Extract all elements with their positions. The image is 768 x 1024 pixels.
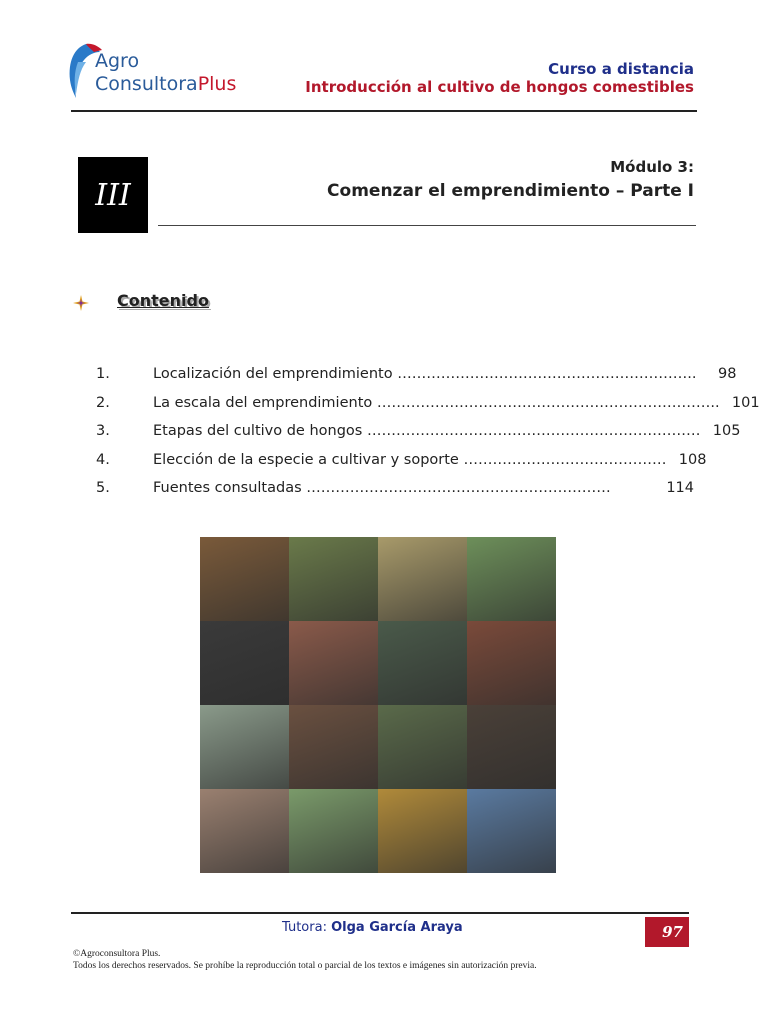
footer-divider	[71, 912, 689, 914]
tutor-name: Olga García Araya	[331, 920, 463, 935]
toc-item-page: 98	[717, 366, 737, 382]
course-title: Curso a distancia	[548, 60, 694, 78]
toc-item-page: 101	[731, 394, 760, 411]
button-mushrooms-photo	[467, 705, 556, 789]
tutor-credit	[282, 920, 463, 935]
forest-trees-photo	[200, 705, 289, 789]
mushroom-shelves-photo	[200, 537, 289, 621]
toc-item[interactable]	[96, 480, 694, 509]
module-roman-badge: III	[78, 157, 148, 233]
logo-text-consultora-main: Consultora	[95, 73, 198, 95]
farm-building-photo	[467, 537, 556, 621]
header-divider	[71, 110, 697, 112]
module-title: Comenzar el emprendimiento – Parte I	[327, 181, 694, 201]
star-bullet-icon	[72, 294, 90, 312]
toc-item-title: Fuentes consultadas ………………………………………………………	[153, 480, 611, 496]
page-number-badge: 97	[645, 917, 689, 947]
copyright-notice: Todos los derechos reservados. Se prohíbe la reproducción total o parcial de los textos e imágenes sin autorización previa.	[73, 961, 537, 971]
toc-item-title: La escala del emprendimiento ……………………………………………………………..	[153, 394, 720, 411]
module-divider	[158, 225, 696, 226]
toc-item[interactable]	[96, 451, 707, 481]
wood-logs-photo	[467, 621, 556, 705]
substrate-bags-photo	[289, 621, 378, 705]
people-field-photo	[289, 537, 378, 621]
logo-text-consultora	[95, 73, 236, 95]
table-of-contents	[96, 366, 760, 509]
toc-item-number: 3.	[96, 423, 110, 439]
greenhouse-photo	[378, 621, 467, 705]
toc-item-number: 5.	[96, 480, 110, 496]
toc-item-number: 1.	[96, 366, 110, 382]
rural-building-photo	[467, 789, 556, 873]
tutor-label: Tutora:	[282, 920, 327, 935]
toc-item-page: 108	[678, 451, 707, 468]
shelf-racks-photo	[200, 789, 289, 873]
copyright-owner: ©Agroconsultora Plus.	[73, 949, 161, 959]
wild-mushroom-photo	[378, 705, 467, 789]
toc-item[interactable]	[96, 423, 741, 452]
toc-item-page: 105	[712, 423, 741, 439]
shiitake-photo	[289, 705, 378, 789]
toc-item-page: 114	[666, 480, 694, 496]
mushroom-photo-collage	[200, 537, 556, 873]
toc-item[interactable]	[96, 366, 737, 395]
toc-item[interactable]	[96, 394, 760, 424]
toc-item-title: Elección de la especie a cultivar y soporte ……………………………………	[153, 451, 667, 468]
toc-item-title: Localización del emprendimiento ……………………………………………………..	[153, 366, 697, 382]
toc-item-title: Etapas del cultivo de hongos ……………………………………………………………	[153, 423, 701, 439]
toc-item-number: 4.	[96, 451, 110, 468]
white-mushrooms-photo	[200, 621, 289, 705]
logo-text-agro: Agro	[95, 50, 140, 72]
mushroom-bag-photo	[378, 537, 467, 621]
dried-mushrooms-photo	[378, 789, 467, 873]
toc-item-number: 2.	[96, 394, 110, 411]
contents-heading: Contenido	[117, 291, 209, 310]
logo-text-plus: Plus	[197, 73, 237, 95]
course-subtitle: Introducción al cultivo de hongos comestibles	[305, 78, 694, 96]
module-number: Módulo 3:	[610, 158, 694, 176]
white-barns-photo	[289, 789, 378, 873]
